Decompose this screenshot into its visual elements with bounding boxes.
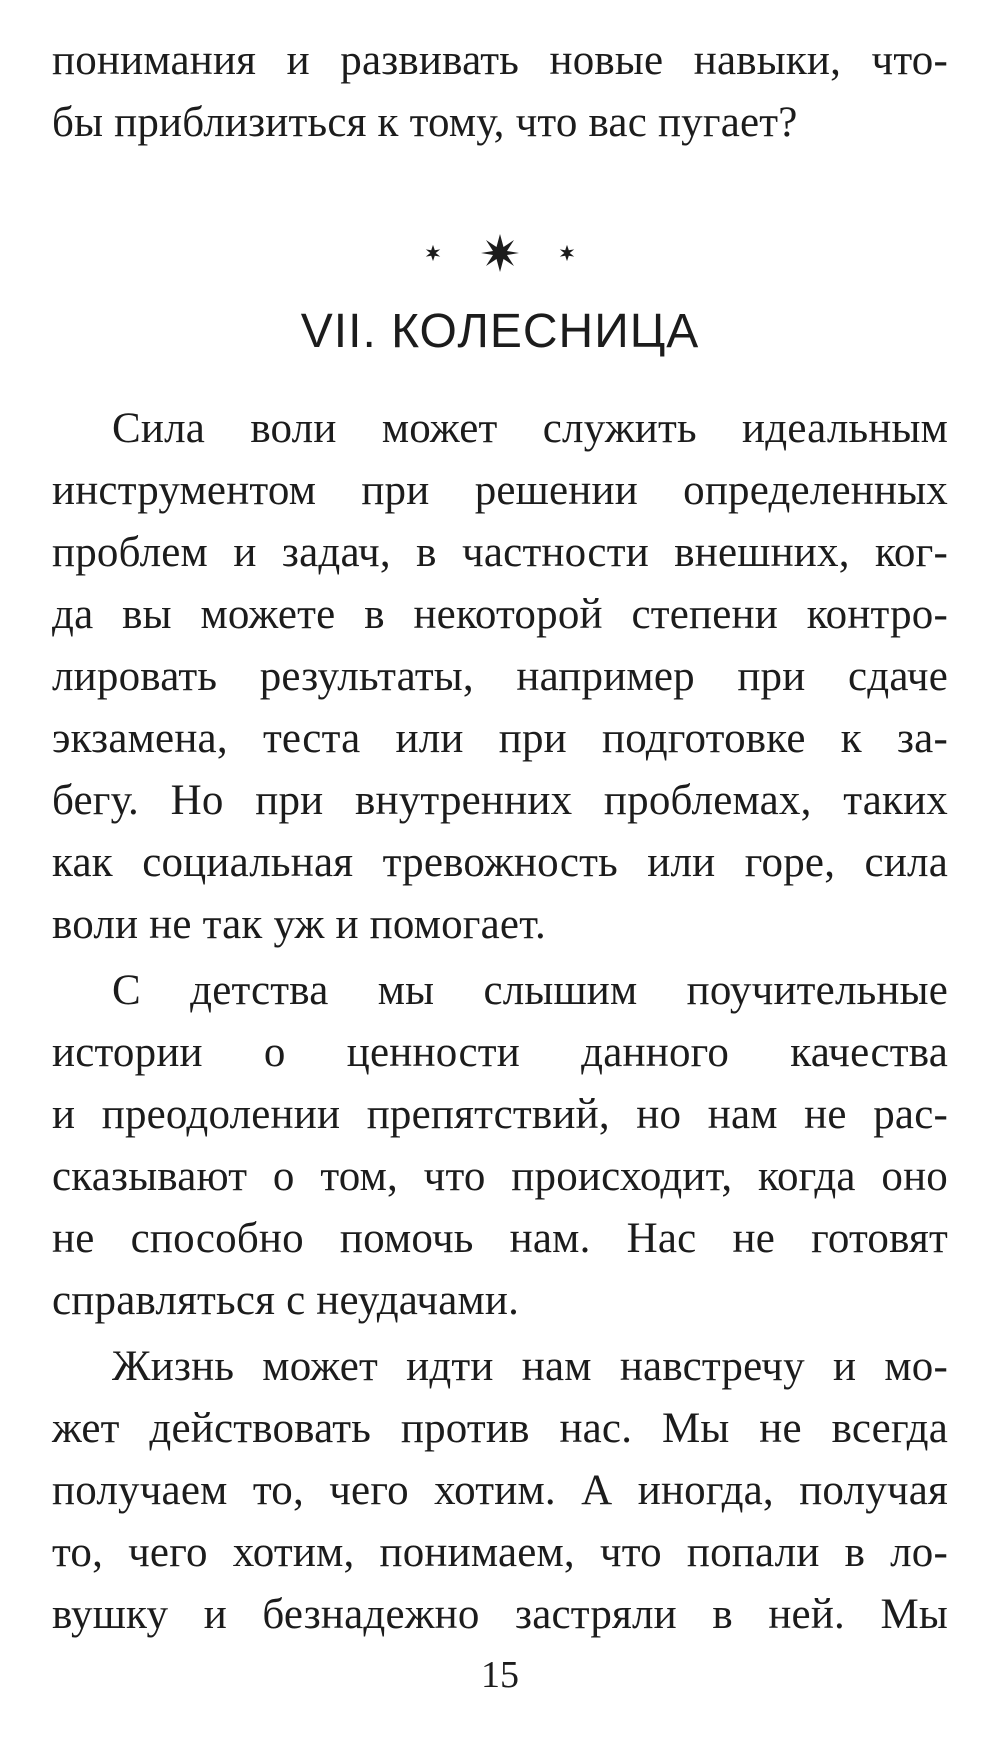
text-line: не способно помочь нам. Нас не готовят	[52, 1215, 948, 1262]
text-line: понимания и развивать новые навыки, что-	[52, 37, 948, 84]
small-star-icon	[558, 244, 576, 262]
text-line: лировать результаты, например при сдаче	[52, 653, 948, 700]
large-star-icon	[480, 233, 520, 273]
text-line: жет действовать против нас. Мы не всегда	[52, 1405, 948, 1452]
text-line: истории о ценности данного качества	[52, 1029, 948, 1076]
text-line: получаем то, чего хотим. А иногда, получая	[52, 1467, 948, 1514]
small-star-icon	[424, 244, 442, 262]
text-line: да вы можете в некоторой степени контро-	[52, 591, 948, 638]
text-line: Сила воли может служить идеальным	[112, 405, 948, 452]
text-line: сказывают о том, что происходит, когда оно	[52, 1153, 948, 1200]
chapter-heading: VII. КОЛЕСНИЦА	[300, 305, 700, 358]
text-line: как социальная тревожность или горе, сила	[52, 839, 948, 886]
section-ornament	[0, 228, 1000, 278]
text-line: справляться с неудачами.	[52, 1277, 520, 1324]
text-line: бы приблизиться к тому, что вас пугает?	[52, 99, 798, 146]
text-line: С детства мы слышим поучительные	[112, 967, 948, 1014]
text-line: бегу. Но при внутренних проблемах, таких	[52, 777, 948, 824]
text-line: инструментом при решении определенных	[52, 467, 948, 514]
page-number: 15	[481, 1654, 519, 1696]
text-line: вушку и безнадежно застряли в ней. Мы	[52, 1591, 948, 1638]
text-line: воли не так уж и помогает.	[52, 901, 546, 948]
text-line: Жизнь может идти нам навстречу и мо-	[112, 1343, 948, 1390]
text-line: то, чего хотим, понимаем, что попали в ло-	[52, 1529, 948, 1576]
text-line: и преодолении препятствий, но нам не рас-	[52, 1091, 948, 1138]
text-line: проблем и задач, в частности внешних, ког-	[52, 529, 948, 576]
text-line: экзамена, теста или при подготовке к за-	[52, 715, 948, 762]
